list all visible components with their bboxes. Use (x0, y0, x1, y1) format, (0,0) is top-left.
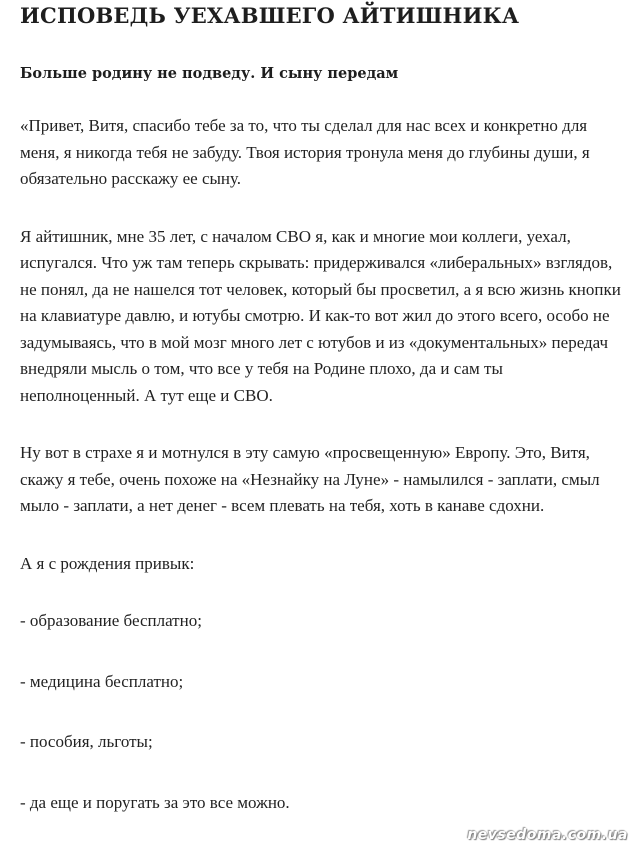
site-watermark: nevsedoma.com.ua (467, 827, 628, 843)
article (20, 0, 626, 850)
list-item-criticize: - да еще и поругать за это все можно. (20, 792, 290, 812)
paragraph-list-intro: А я с рождения привык: (20, 553, 195, 573)
article-body (20, 113, 626, 816)
paragraph-greeting: «Привет, Витя, спасибо тебе за то, что ты сделал для нас всех и конкретно для меня, я никогда тебя не забуду. Твоя история тронула меня до глубины души, я обязательно расскажу ее сыну. (20, 116, 590, 188)
article-subtitle: Больше родину не подведу. И сыну передам (20, 65, 399, 82)
paragraph-europe: Ну вот в страхе я и мотнулся в эту самую «просвещенную» Европу. Это, Витя, скажу я тебе, очень похоже на «Незнайку на Луне» - намылился - заплати, смыл мыло - заплати, а нет денег - всем плевать на тебя, хоть в канаве сдохни. (20, 443, 600, 515)
list-item-benefits: - пособия, льготы; (20, 732, 153, 751)
article-title: ИСПОВЕДЬ УЕХАВШЕГО АЙТИШНИКА (20, 3, 520, 28)
paragraph-background: Я айтишник, мне 35 лет, с началом СВО я, как и многие мои коллеги, уехал, испугался. Что уж там теперь скрывать: придерживался «либеральных» взглядов, не понял, да не нашелся тот человек, который бы просветил, а я всю жизнь кнопки на клавиатуре давлю, и ютубы смотрю. И как-то вот жил до этого всего, особо не задумываясь, что в мой мозг много лет с ютубов и из «документальных» передач внедряли мысль о том, что все у тебя на Родине плохо, да и сам ты неполноценный. А тут еще и СВО. (20, 226, 621, 405)
list-item-medicine: - медицина бесплатно; (20, 671, 184, 691)
list-item-education: - образование бесплатно; (20, 611, 202, 630)
